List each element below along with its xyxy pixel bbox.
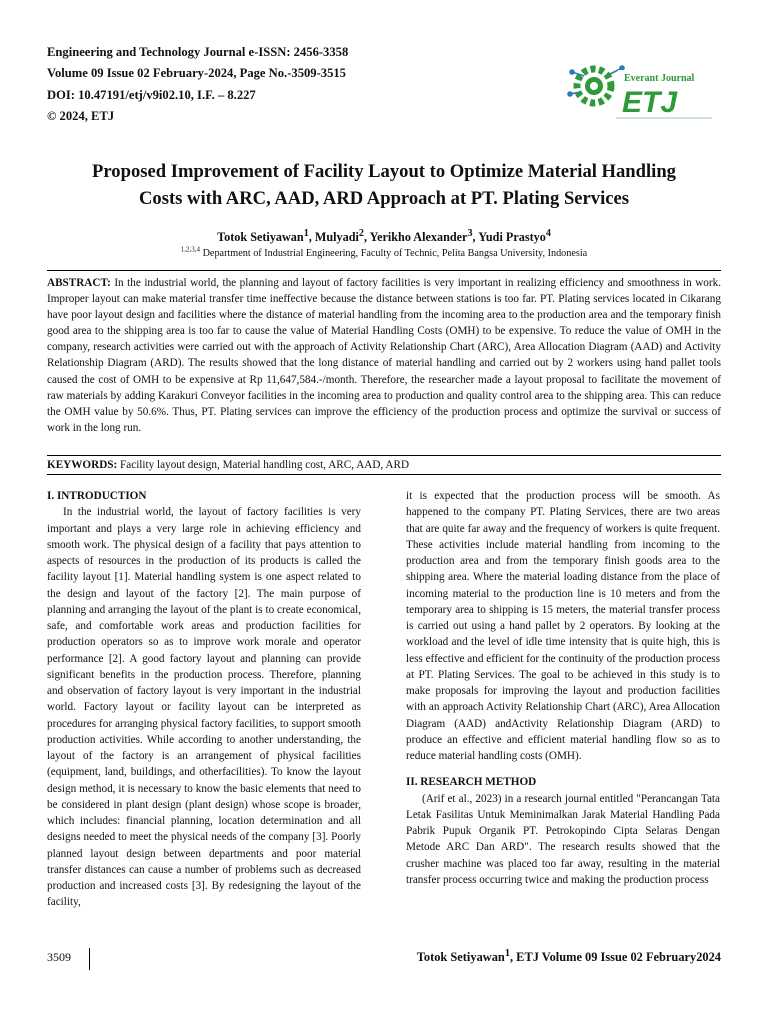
- section-heading-research-method: II. RESEARCH METHOD: [406, 776, 537, 789]
- logo-top-text: Everant Journal: [624, 73, 695, 84]
- author-sep: ,: [363, 230, 370, 244]
- section-heading-introduction: I. INTRODUCTION: [47, 490, 147, 502]
- abstract-text: In the industrial world, the planning and layout of factory facilities is very important in realizing efficiency and smoothness in work. Improper layout can make material transfer time ineffective because the distance between stations is too far. PT. Plating services located in Cikarang have poor layout design and facilities where the distance of material handling from the incoming area to the production area and the temporary finish good area to the shipping area is too far to cause the value of Material Handling Costs (OMH) to be expensive. To reduce the value of OMH in the company, research activities were carried out with the approach of Activity Relationship Chart (ARC), Area Allocation Diagram (AAD) and Activity Relationship Diagram (ARD). The results showed that the long distance of material handling and carried out by 2 workers using hand pallet tools caused the cost of OMH to be expensive at Rp 11,647,584.-/month. Therefore, the researcher made a layout proposal to facilitate the movement of raw materials by adding Karakuri Conveyor facilities in the incoming area to production and quality control area to the shipping area. This can reduce the OMH value by 50.6%. Thus, PT. Plating services can improve the efficiency of the production process and optimize the survival or success of work in the long run.: [47, 277, 721, 434]
- author-list: [0, 227, 768, 245]
- journal-copyright: © 2024, ETJ: [47, 109, 115, 124]
- right-column: [406, 488, 720, 888]
- author-name: Mulyadi: [314, 230, 359, 244]
- keywords-text: Facility layout design, Material handling cost, ARC, AAD, ARD: [117, 459, 410, 471]
- author-name: Totok Setiyawan: [217, 230, 304, 244]
- abstract-label: ABSTRACT:: [47, 277, 111, 289]
- journal-issn: Engineering and Technology Journal e-ISSN: 2456-3358: [47, 45, 349, 59]
- journal-doi: DOI: 10.47191/etj/v9i02.10, I.F. – 8.227: [47, 87, 256, 102]
- author-name: Yudi Prastyo: [478, 230, 546, 244]
- author-name: Yerikho Alexander: [369, 230, 468, 244]
- author-sup: 3: [467, 227, 473, 239]
- title-line-2: Costs with ARC, AAD, ARD Approach at PT. Plating Services: [139, 188, 629, 209]
- logo-brand-text: ETJ: [622, 86, 678, 119]
- divider: [47, 270, 721, 271]
- etj-logo: [566, 54, 716, 124]
- keywords-label: KEYWORDS:: [47, 459, 118, 471]
- abstract: [47, 275, 721, 436]
- author-sep: ,: [472, 230, 479, 244]
- footer-citation: [416, 947, 721, 965]
- keywords: [47, 458, 721, 473]
- title-line-1: Proposed Improvement of Facility Layout to Optimize Material Handling: [92, 161, 676, 182]
- author-sup: 1: [303, 227, 309, 239]
- page-number: 3509: [47, 950, 71, 964]
- divider: [47, 474, 721, 475]
- affiliation-sup: 1,2,3,4: [180, 245, 201, 254]
- paper-title: [30, 158, 738, 212]
- gear-icon: [577, 69, 611, 103]
- footer-journal-info: , ETJ Volume 09 Issue 02 February2024: [509, 950, 721, 964]
- introduction-paragraph-1: In the industrial world, the layout of factory facilities is very important and plays a very large role in achieving efficiency and smooth work. The physical design of a facility that pays attention to aspects of resources in the production of its products is called the facility layout [1]. Material handling system is one aspect related to the design and layout of the factory [2]. The main purpose of planning and arranging the layout of the plant is to create economical, safe, and comfortable work areas and production facilities for production operators so as to improve work morale and operator performance [2]. A good factory layout and planning can provide significant benefits in the production process. Therefore, planning and observation of factory layout is very important in the industrial world. Factory layout or facility layout can be interpreted as procedures for arranging physical factory facilities, to support smooth production activities. While according to another understanding, the layout of the factory is an arrangement of physical facilities (equipment, land, buildings, and otherfacilities). To know the layout design method, it is necessary to know the basic elements that need to be considered in plant design (plant design) whose scope is broader, which includes: financial planning, location determination and all designs needed to meet the physical needs of the company [3]. Poorly planned layout design between departments and poor material transfer distances can cause a number of problems such as decreased production and increased costs [3]. By redesigning the layout of the facility,: [47, 506, 361, 909]
- introduction-paragraph-2: it is expected that the production process will be smooth. As happened to the company PT. Plating Services, there are two areas that are quite far away and the frequency of workers is quite frequent. These activities include material handling from incoming to the production area and from the temporary finish goods area to the shipping area. Where the material loading distance from the place of incoming material to the production line is 10 meters and from the temporary area to shipping is 15 meters, the material transfer process is carried out using a hand pallet by 2 operators. By looking at the workload and the level of idle time intensity that is quite high, this is less effective and efficient for the continuity of the production process at PT. Plating Services. The goal to be achieved in this study is to make proposals for improving the layout and production facilities with an approach Activity Relationship Chart (ARC), Area Allocation Diagram (AAD) andActivity Relationship Diagram (ARD) to produce an effective and efficient material handling flow so as to reduce material handling costs (OMH).: [406, 490, 720, 762]
- footer-divider: [89, 948, 90, 970]
- journal-header: [47, 42, 348, 128]
- journal-volume: Volume 09 Issue 02 February-2024, Page No.-3509-3515: [47, 66, 346, 81]
- affiliation: [0, 245, 768, 259]
- affiliation-text: Department of Industrial Engineering, Faculty of Technic, Pelita Bangsa University, Indonesia: [202, 248, 588, 259]
- research-method-paragraph-1: (Arif et al., 2023) in a research journal entitled "Perancangan Tata Letak Fasilitas Untuk Meminimalkan Jarak Material Handling Pada Pabrik Pupuk Organik PT. Petrokopindo Cipta Selaras Dengan Metode ARC Dan ARD". The research results showed that the crusher machine was placed too far away, resulting in the material transfer process occurring twice and making the production process: [406, 792, 720, 886]
- author-sup: 4: [545, 227, 551, 239]
- left-column: [47, 488, 361, 911]
- author-sup: 2: [358, 227, 364, 239]
- footer-author: Totok Setiyawan: [416, 950, 505, 964]
- divider: [47, 455, 721, 456]
- footer-author-sup: 1: [504, 947, 510, 959]
- author-sep: ,: [308, 230, 315, 244]
